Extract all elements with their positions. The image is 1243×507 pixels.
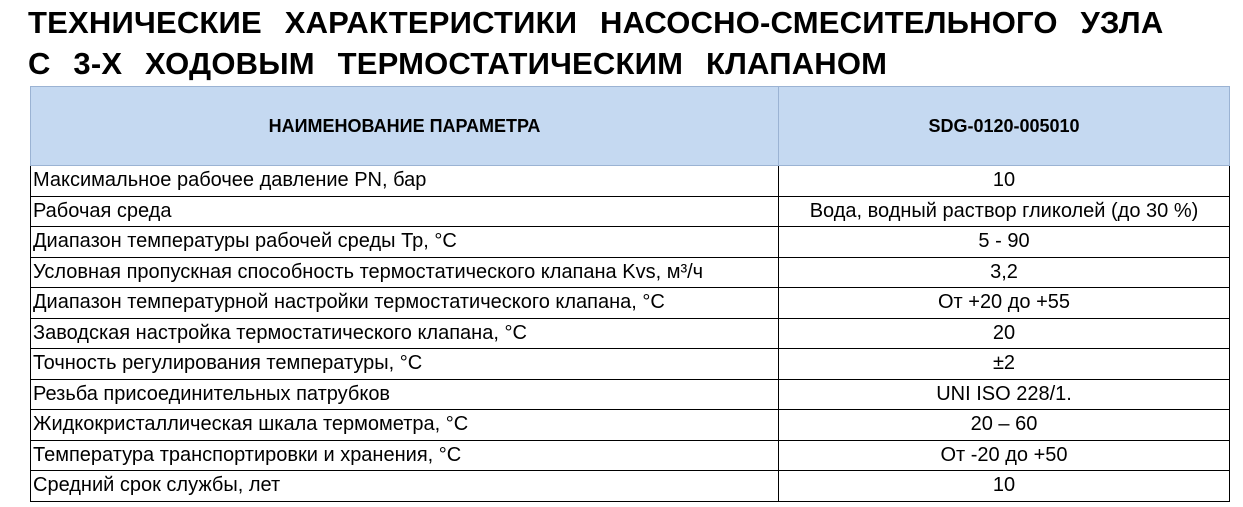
parameter-value-cell: ±2	[779, 349, 1230, 380]
table-row	[31, 471, 1230, 502]
table-row	[31, 318, 1230, 349]
parameter-value-cell: 20	[779, 318, 1230, 349]
parameter-name-cell: Условная пропускная способность термостатического клапана Kvs, м³/ч	[31, 257, 779, 288]
parameter-name-cell: Заводская настройка термостатического клапана, °С	[31, 318, 779, 349]
parameter-value-cell: UNI ISO 228/1.	[779, 379, 1230, 410]
parameter-value-cell: 10	[779, 166, 1230, 197]
table-row	[31, 196, 1230, 227]
parameter-value-cell: 5 - 90	[779, 227, 1230, 258]
parameter-name-cell: Диапазон температурной настройки термостатического клапана, °С	[31, 288, 779, 319]
parameter-value-cell: 10	[779, 471, 1230, 502]
table-row	[31, 349, 1230, 380]
header-parameter-name: НАИМЕНОВАНИЕ ПАРАМЕТРА	[31, 87, 779, 166]
parameter-value-cell: От +20 до +55	[779, 288, 1230, 319]
parameter-name-cell: Температура транспортировки и хранения, °С	[31, 440, 779, 471]
parameter-name-cell: Точность регулирования температуры, °С	[31, 349, 779, 380]
table-row	[31, 227, 1230, 258]
parameter-value-cell: Вода, водный раствор гликолей (до 30 %)	[779, 196, 1230, 227]
header-model-number: SDG-0120-005010	[779, 87, 1230, 166]
parameter-name-cell: Средний срок службы, лет	[31, 471, 779, 502]
page-title	[28, 2, 1228, 84]
parameter-value-cell: 3,2	[779, 257, 1230, 288]
table-row	[31, 379, 1230, 410]
table-row	[31, 166, 1230, 197]
title-line-1: ТЕХНИЧЕСКИЕ ХАРАКТЕРИСТИКИ НАСОСНО-СМЕСИТЕЛЬНОГО УЗЛА	[28, 5, 1164, 40]
parameter-name-cell: Резьба присоединительных патрубков	[31, 379, 779, 410]
specifications-table	[30, 86, 1230, 502]
parameter-value-cell: От -20 до +50	[779, 440, 1230, 471]
parameter-name-cell: Диапазон температуры рабочей среды Тр, °С	[31, 227, 779, 258]
table-row	[31, 440, 1230, 471]
table-row	[31, 288, 1230, 319]
table-row	[31, 257, 1230, 288]
parameter-name-cell: Рабочая среда	[31, 196, 779, 227]
parameter-name-cell: Максимальное рабочее давление PN, бар	[31, 166, 779, 197]
table-header-row	[31, 87, 1230, 166]
parameter-value-cell: 20 – 60	[779, 410, 1230, 441]
table-row	[31, 410, 1230, 441]
parameter-name-cell: Жидкокристаллическая шкала термометра, °С	[31, 410, 779, 441]
title-line-2: С 3-Х ХОДОВЫМ ТЕРМОСТАТИЧЕСКИМ КЛАПАНОМ	[28, 46, 888, 81]
